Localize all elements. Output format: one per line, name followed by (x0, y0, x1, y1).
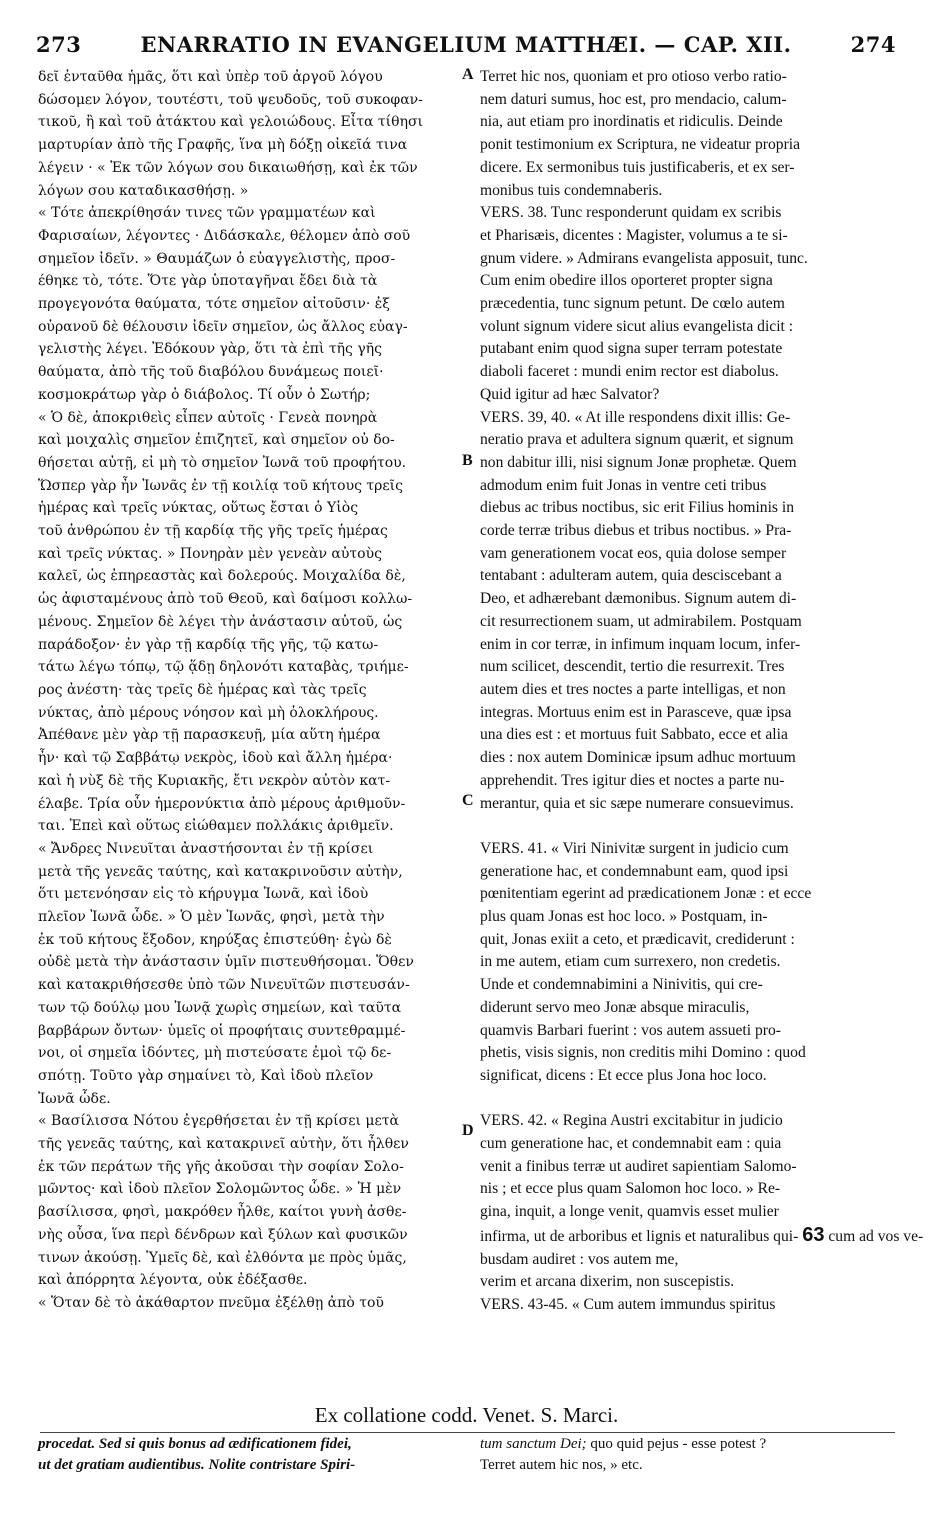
latin-line: merantur, quia et sic sæpe numerare consuevimus. (480, 794, 794, 812)
latin-line: Quid igitur ad hæc Salvator? (480, 385, 660, 403)
latin-line: Unde et condemnabimini a Ninivitis, qui cre- (480, 976, 763, 994)
latin-line: gnum videre. » Admirans evangelista apposuit, tunc. (480, 249, 808, 267)
margin-marker: C (462, 792, 474, 809)
latin-line: gina, inquit, a longe venit, quamvis esset mulier (480, 1203, 779, 1221)
greek-line: οὐρανοῦ δὲ θέλουσιν ἰδεῖν σημεῖον, ὡς ἄλλος εὐαγ- (38, 318, 408, 335)
greek-line: γελιστὴς λέγει. Ἐδόκουν γὰρ, ὅτι τὰ ἐπὶ τῆς γῆς (38, 341, 382, 358)
footer-rule (40, 1432, 895, 1433)
greek-line: ἡμέρας καὶ τρεῖς νύκτας, οὕτως ἔσται ὁ Υἱὸς (38, 500, 359, 517)
latin-line: significat, dicens : Et ecce plus Jona hoc loco. (480, 1066, 767, 1084)
greek-line: των τῷ δούλῳ μου Ἰωνᾷ χωρὶς σημείων, καὶ ταῦτα (38, 999, 402, 1016)
greek-line: προγεγονότα θαύματα, τότε σημεῖον αἰτοῦσιν· ἐξ (38, 296, 391, 313)
latin-line: plus quam Jonas est hoc loco. » Postquam, in- (480, 908, 768, 925)
greek-line: παράδοξον· ἐν γὰρ τῇ καρδίᾳ τῆς γῆς, τῷ κατω- (38, 636, 379, 653)
latin-line: cit resurrectionem suam, ut admirabilem. Postquam (480, 612, 802, 630)
latin-line: VERS. 42. « Regina Austri excitabitur in judicio (480, 1112, 783, 1130)
greek-line: σημεῖον ἰδεῖν. » Θαυμάζων ὁ εὐαγγελιστὴς, προσ- (38, 250, 396, 267)
latin-line: VERS. 39, 40. « At ille respondens dixit illis: Ge- (480, 408, 791, 426)
footnote-italic: tum sanctum Dei; (480, 1436, 587, 1452)
greek-line: θαύματα, ἀπὸ τῆς τοῦ διαβόλου δυνάμεως ποιεῖ· (38, 364, 384, 381)
greek-line: ται. Ἐπεὶ καὶ οὕτως εἰώθαμεν πολλάκις ἀριθμεῖν. (38, 818, 394, 835)
latin-line: quamvis Barbari fuerint : vos autem assueti pro- (480, 1021, 781, 1039)
latin-line: cum generatione hac, et condemnabit eam : quia (480, 1135, 782, 1153)
greek-line: « Βασίλισσα Νότου ἐγερθήσεται ἐν τῇ κρίσει μετὰ (38, 1113, 399, 1130)
footnote-right-line: Terret autem hic nos, » etc. (480, 1457, 643, 1473)
margin-markers (458, 66, 480, 1166)
latin-line (480, 1223, 924, 1249)
greek-line: ὡς ἀφισταμένους ἀπὸ τοῦ Θεοῦ, καὶ δαίμοσι κολλω- (38, 591, 413, 608)
greek-line: μαρτυρίαν ἀπὸ τῆς Γραφῆς, ἵνα μὴ δόξῃ οἰκεῖά τινα (38, 137, 408, 154)
latin-line: Deo, et adhærebant dæmonibus. Signum autem di- (480, 590, 797, 608)
greek-line: καὶ ἡ νὺξ δὲ τῆς Κυριακῆς, ἔτι νεκρὸν αὐτὸν κατ- (38, 772, 391, 789)
greek-line: έθηκε τὸ, τότε. Ὅτε γὰρ ὑποταγῆναι ἔδει διὰ τὰ (38, 273, 378, 290)
latin-line: venit a finibus terræ ut audiret sapientiam Salomo- (480, 1157, 797, 1175)
greek-line: τάτω λέγω τόπῳ, τῷ ᾅδῃ δηλονότι καταβὰς, τριήμε- (38, 659, 409, 676)
greek-line: νὴς οὖσα, ἵνα περὶ δένδρων καὶ ξύλων καὶ φυσικῶν (38, 1226, 408, 1243)
paragraph-gap (480, 1088, 898, 1111)
page-header (36, 32, 896, 64)
latin-line: enim in cor terræ, in infimum inquam locum, infer- (480, 635, 801, 653)
greek-line: καὶ κατακριθήσεσθε ὑπὸ τῶν Νινευϊτῶν πιστευσάν- (38, 977, 410, 994)
footnote-text: quo quid pejus - esse potest ? (586, 1436, 767, 1452)
greek-line: ὅτι μετενόησαν εἰς τὸ κήρυγμα Ἰωνᾶ, καὶ ἰδοὺ (38, 886, 369, 903)
greek-line: νοι, οἱ σημεῖα ἰδόντες, μὴ πιστεύσατε ἐμοὶ τῷ δε- (38, 1045, 392, 1062)
greek-line: δεῖ ἐνταῦθα ἡμᾶς, ὅτι καὶ ὑπὲρ τοῦ ἀργοῦ λόγου (38, 69, 383, 85)
greek-line: μῶντος· καὶ ἰδοὺ πλεῖον Σολομῶντος ὧδε. » Ἡ μὲν (38, 1181, 402, 1198)
greek-line: βαρβάρων ὄντων· ὑμεῖς οἱ προφήταις συντεθραμμέ- (38, 1022, 406, 1039)
greek-line: « Ὁ δὲ, ἀποκριθεὶς εἶπεν αὐτοῖς · Γενεὰ πονηρὰ (38, 409, 378, 426)
latin-line: et Pharisæis, dicentes : Magister, volumus a te si- (480, 226, 788, 244)
latin-line: dicere. Ex sermonibus tuis justificaberis, et ex ser- (480, 158, 795, 176)
latin-line: Terret hic nos, quoniam et pro otioso verbo ratio- (480, 68, 787, 85)
latin-line: busdam audiret : vos autem me, (480, 1250, 679, 1268)
latin-line: nem daturi sumus, hoc est, pro mendacio, calum- (480, 90, 787, 108)
latin-line: neratio prava et adultera signum quærit, et signum (480, 431, 794, 449)
latin-line: putabant enim quod signa super terram potestate (480, 340, 783, 358)
paragraph-gap (480, 815, 898, 838)
footnote-left-line: procedat. Sed si quis bonus ad ædificationem fidei, (38, 1436, 352, 1452)
greek-line: Ἰωνᾶ ὧδε. (38, 1090, 111, 1107)
greek-line: βασίλισσα, φησὶ, μακρόθεν ἦλθε, καίτοι γυνὴ ἀσθε- (38, 1204, 407, 1221)
latin-line: non dabitur illi, nisi signum Jonæ prophetæ. Quem (480, 453, 797, 471)
greek-line: θήσεται αὐτῇ, εἰ μὴ τὸ σημεῖον Ἰωνᾶ τοῦ προφήτου. (38, 454, 407, 471)
footnote-right-line (480, 1434, 898, 1455)
greek-line: ρος ἀνέστη· τὰς τρεῖς δὲ ἡμέρας καὶ τὰς τρεῖς (38, 681, 367, 698)
latin-line: generatione hac, et condemnabunt eam, quod ipsi (480, 862, 789, 880)
latin-line: Cum enim obedire illos oporteret propter signa (480, 272, 773, 290)
greek-line: Ἀπέθανε μὲν γὰρ τῇ παρασκευῇ, μία αὕτη ἡμέρα (38, 727, 381, 744)
footer-title: Ex collatione codd. Venet. S. Marci. (314, 1403, 619, 1427)
latin-line: corde terræ tribus diebus et tribus noctibus. » Pra- (480, 522, 792, 540)
latin-line: VERS. 43-45. « Cum autem immundus spiritus (480, 1295, 776, 1313)
greek-line: μετὰ τῆς γενεᾶς ταύτης, καὶ κατακρινοῦσιν αὐτὴν, (38, 863, 403, 880)
latin-line: volunt signum videre sicut alius evangelista dicit : (480, 317, 794, 335)
latin-line: admodum enim fuit Jonas in ventre ceti tribus (480, 476, 767, 494)
latin-line: tentabant : adulteram autem, quia desciscebant a (480, 567, 782, 585)
greek-line: καὶ τρεῖς νύκτας. » Πονηρὰν μὲν γενεὰν αὐτοὺς (38, 545, 382, 562)
running-title: ENARRATIO IN EVANGELIUM MATTHÆI. — CAP. XII. (140, 32, 792, 57)
greek-line: ἐκ τῶν περάτων τῆς γῆς ἀκοῦσαι τὴν σοφίαν Σολο- (38, 1158, 404, 1175)
footnote-left (38, 1434, 468, 1476)
greek-line: Φαρισαίων, λέγοντες · Διδάσκαλε, θέλομεν ἀπὸ σοῦ (38, 227, 411, 244)
latin-line: una dies est : et mortuus fuit Sabbato, ecce et alia (480, 726, 788, 744)
latin-line-text: infirma, ut de arboribus et lignis et naturalibus qui- (480, 1227, 799, 1245)
greek-line: ἦν· καὶ τῷ Σαββάτῳ νεκρὸς, ἰδοὺ καὶ ἄλλη ἡμέρα· (38, 750, 393, 767)
margin-marker: B (462, 452, 473, 469)
greek-line: κοσμοκράτωρ γὰρ ὁ διάβολος. Τί οὖν ὁ Σωτήρ; (38, 386, 371, 403)
greek-line: « Ὅταν δὲ τὸ ἀκάθαρτον πνεῦμα ἐξέλθῃ ἀπὸ τοῦ (38, 1294, 384, 1311)
greek-line: δώσομεν λόγον, τουτέστι, τοῦ ψευδοῦς, τοῦ συκοφαν- (38, 91, 423, 108)
latin-line: VERS. 41. « Viri Ninivitæ surgent in judicio cum (480, 839, 789, 857)
latin-line: dies : nox autem Dominicæ ipsum adhuc mortuum (480, 749, 796, 767)
greek-line: καλεῖ, ὡς ἐπηρεαστὰς καὶ δολερούς. Μοιχαλίδα δὲ, (38, 568, 406, 585)
greek-line: πλεῖον Ἰωνᾶ ὧδε. » Ὁ μὲν Ἰωνᾶς, φησὶ, μετὰ τὴν (38, 909, 385, 926)
greek-column (38, 66, 461, 1315)
latin-line: nia, aut etiam pro inordinatis et ridiculis. Deinde (480, 113, 783, 131)
latin-line: apprehendit. Tres igitur dies et noctes a parte nu- (480, 771, 785, 789)
greek-line: τῆς γενεᾶς ταύτης, καὶ κατακρινεῖ αὐτὴν, ὅτι ἦλθεν (38, 1136, 409, 1153)
margin-marker: D (462, 1122, 474, 1139)
footnote-left-line: ut det gratiam audientibus. Nolite contristare Spiri- (38, 1457, 356, 1473)
greek-line: Ὥσπερ γὰρ ἦν Ἰωνᾶς ἐν τῇ κοιλίᾳ τοῦ κήτους τρεῖς (38, 477, 403, 494)
folio-number: 63 (802, 1223, 825, 1246)
latin-line: autem dies et tres noctes a parte intelligas, et non (480, 680, 786, 698)
latin-line: ponit testimonium ex Scriptura, ne videatur propria (480, 136, 801, 154)
greek-line: τοῦ ἀνθρώπου ἐν τῇ καρδίᾳ τῆς γῆς τρεῖς ἡμέρας (38, 523, 388, 540)
latin-line: num scilicet, descendit, tertio die resurrexit. Tres (480, 658, 785, 676)
page-number-left: 273 (36, 32, 82, 57)
greek-line: μένους. Σημεῖον δὲ λέγει τὴν ἀνάστασιν αὐτοῦ, ὡς (38, 613, 403, 630)
latin-line: quit, Jonas exiit a ceto, et prædicavit, crediderunt : (480, 930, 795, 948)
greek-line: λέγειν · « Ἐκ τῶν λόγων σου δικαιωθήσῃ, καὶ ἐκ τῶν (38, 159, 418, 176)
latin-line: verim et arcana dixerim, non suscepistis. (480, 1273, 735, 1291)
latin-line: phetis, visis signis, non creditis mihi Domino : quod (480, 1044, 806, 1062)
latin-line: diderunt servo meo Jonæ absque miraculis, (480, 998, 750, 1016)
greek-line: καὶ μοιχαλὶς σημεῖον ἐπιζητεῖ, καὶ σημεῖον οὐ δο- (38, 432, 395, 449)
greek-line: τινων ἀκούσῃ. Ὑμεῖς δὲ, καὶ ἐλθόντα με πρὸς ὑμᾶς, (38, 1249, 407, 1266)
greek-line: λόγων σου καταδικασθήσῃ. » (38, 182, 249, 199)
greek-line: τικοῦ, ἢ καὶ τοῦ ἀτάκτου καὶ γελοιώδους. Εἶτα τίθησι (38, 114, 424, 131)
latin-line: vam generationem vocat eos, quia dolose semper (480, 544, 787, 562)
greek-line: ἐκ τοῦ κήτους ἔξοδον, κηρύξας ἐπιστεύθη· ἐγὼ δὲ (38, 931, 392, 948)
latin-line: diebus ac tribus noctibus, sic erit Filius hominis in (480, 499, 795, 517)
latin-line: integras. Mortuus enim est in Parasceve, quæ ipsa (480, 703, 792, 721)
latin-column (480, 66, 924, 1317)
latin-line: nis ; et ecce plus quam Salomon hoc loco. » Re- (480, 1180, 781, 1198)
footnote-right (480, 1434, 898, 1476)
greek-line: σπότῃ. Τοῦτο γὰρ σημαίνει τὸ, Καὶ ἰδοὺ πλεῖον (38, 1067, 374, 1084)
greek-line: « Ἄνδρες Νινευῖται ἀναστήσονται ἐν τῇ κρίσει (38, 840, 374, 857)
latin-line: monibus tuis condemnaberis. (480, 181, 663, 199)
greek-line: έλαβε. Τρία οὖν ἡμερονύκτια ἀπὸ μέρους ἀριθμοῦν- (38, 795, 406, 812)
latin-line: in me autem, etiam cum surrexero, non credetis. (480, 953, 781, 971)
page-number-right: 274 (850, 32, 896, 57)
latin-line: VERS. 38. Tunc responderunt quidam ex scribis (480, 204, 782, 222)
greek-line: οὐδὲ μετὰ τὴν ἀνάστασιν ὑμῖν πιστευθήσομαι. Ὅθεν (38, 954, 414, 971)
margin-marker: A (462, 66, 474, 83)
greek-line: νύκτας, ἀπὸ μέρους νόησον καὶ μὴ ὁλοκλήρους. (38, 704, 379, 721)
greek-line: καὶ ἀπόρρητα λέγοντα, οὐκ ἐδέξασθε. (38, 1272, 308, 1289)
latin-line-text: cum ad vos ve- (828, 1227, 924, 1245)
latin-line: diaboli faceret : mundi enim rector est diabolus. (480, 363, 779, 381)
greek-line: « Τότε ἀπεκρίθησάν τινες τῶν γραμματέων καὶ (38, 205, 376, 222)
latin-line: pœnitentiam egerint ad prædicationem Jonæ : et ecce (480, 885, 812, 903)
latin-line: præcedentia, tunc signum petunt. De cœlo autem (480, 295, 785, 313)
